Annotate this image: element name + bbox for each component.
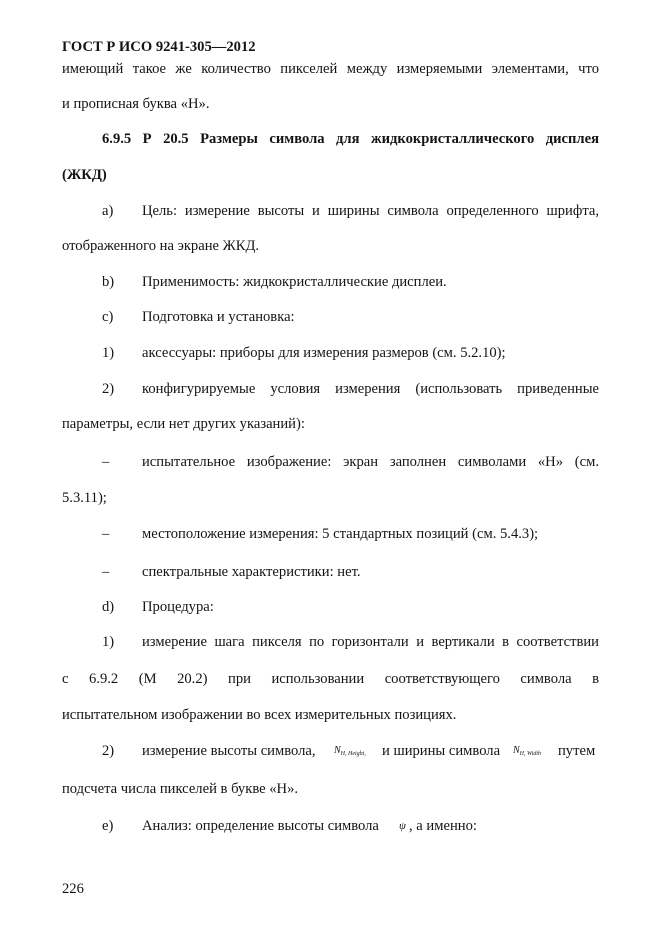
- item-text-c: путем: [558, 743, 596, 759]
- item-text: Применимость: жидкокристаллические дисплеи.: [142, 274, 447, 290]
- psi-symbol: ψ: [399, 820, 406, 832]
- item-text: измерение шага пикселя по горизонтали и вертикали в соответствии: [142, 634, 599, 650]
- document-header: ГОСТ Р ИСО 9241-305—2012: [62, 39, 256, 55]
- dash-bullet: –: [102, 564, 110, 580]
- item-label: 1): [102, 634, 115, 650]
- item-text: Процедура:: [142, 599, 214, 615]
- n-width-symbol: [513, 744, 541, 761]
- item-text-cont: с 6.9.2 (M 20.2) при использовании соответствующего символа в: [62, 671, 599, 687]
- paragraph-line: имеющий такое же количество пикселей между измеряемыми элементами, что: [62, 61, 599, 77]
- item-text: конфигурируемые условия измерения (использовать приведенные: [142, 381, 599, 397]
- item-text: аксессуары: приборы для измерения размеров (см. 5.2.10);: [142, 345, 506, 361]
- item-text: Подготовка и установка:: [142, 309, 295, 325]
- item-text: испытательное изображение: экран заполнен символами «H» (см.: [142, 454, 599, 470]
- page-number: 226: [62, 881, 84, 897]
- item-label: e): [102, 818, 114, 834]
- item-text-a: измерение высоты символа,: [142, 743, 316, 759]
- item-text-b: , а именно:: [409, 818, 477, 834]
- item-text: Цель: измерение высоты и ширины символа определенного шрифта,: [142, 203, 599, 219]
- item-text-cont: испытательном изображении во всех измерительных позициях.: [62, 707, 457, 723]
- item-label: c): [102, 309, 114, 325]
- item-text-cont: 5.3.11);: [62, 490, 107, 506]
- item-text-b: и ширины символа: [382, 743, 501, 759]
- item-text: местоположение измерения: 5 стандартных позиций (см. 5.4.3);: [142, 526, 539, 542]
- dash-bullet: –: [102, 526, 110, 542]
- dash-bullet: –: [102, 454, 110, 470]
- section-heading-cont: (ЖКД): [62, 167, 107, 183]
- section-heading: 6.9.5 Р 20.5 Размеры символа для жидкокристаллического дисплея: [102, 131, 599, 147]
- item-text: спектральные характеристики: нет.: [142, 564, 361, 580]
- item-label: 1): [102, 345, 115, 361]
- height-subscript: H, Height,: [340, 751, 366, 757]
- n-symbol: N: [334, 745, 341, 756]
- n-symbol: N: [513, 745, 520, 756]
- item-text-cont: подсчета числа пикселей в букве «H».: [62, 781, 299, 797]
- item-text-a: Анализ: определение высоты символа: [142, 818, 379, 834]
- item-label: d): [102, 599, 115, 615]
- width-subscript: H, Width: [519, 751, 542, 757]
- item-text-cont: параметры, если нет других указаний):: [62, 416, 305, 432]
- item-label: b): [102, 274, 115, 290]
- item-label: a): [102, 203, 114, 219]
- item-text-cont: отображенного на экране ЖКД.: [62, 238, 260, 254]
- item-label: 2): [102, 381, 115, 397]
- n-height-symbol: [334, 744, 366, 761]
- item-label: 2): [102, 743, 115, 759]
- paragraph-line: и прописная буква «H».: [62, 96, 210, 112]
